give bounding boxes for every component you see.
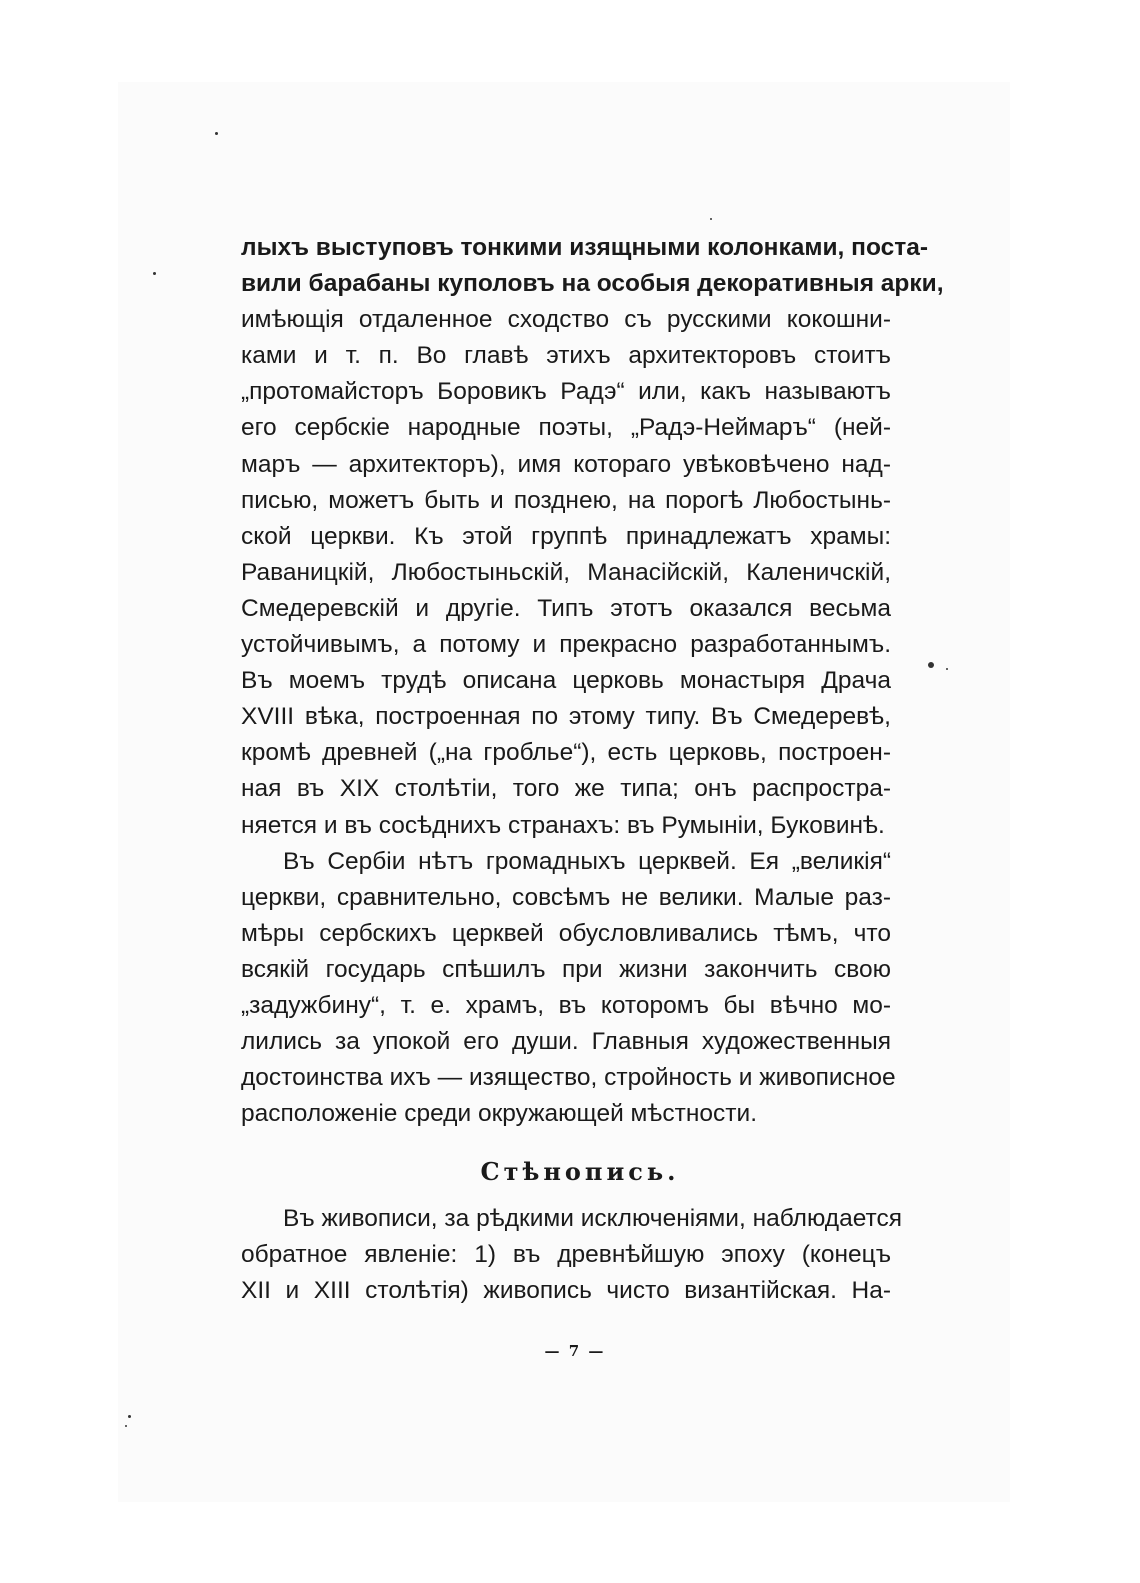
text-line: Смедеревскій и другіе. Типъ этотъ оказался весьма	[241, 594, 891, 622]
text-line: его сербскіе народные поэты, „Радэ-Неймаръ“ (ней-	[241, 414, 891, 442]
text-line: XVIII вѣка, построенная по этому типу. Въ Смедеревѣ,	[241, 703, 891, 731]
text-line: мѣры сербскихъ церквей обусловливались тѣмъ, что	[241, 919, 891, 947]
scan-speck	[928, 662, 934, 668]
text-line: няется и въ сосѣднихъ странахъ: въ Румыніи, Буковинѣ.	[241, 811, 885, 839]
text-line: Въ Сербіи нѣтъ громадныхъ церквей. Ея „великія“	[283, 847, 891, 875]
text-line: вили барабаны куполовъ на особыя декоративныя арки,	[241, 270, 944, 298]
scan-speck	[215, 132, 218, 135]
text-line: XII и XIII столѣтія) живопись чисто византійская. На-	[241, 1277, 891, 1305]
text-line: лыхъ выступовъ тонкими изящными колонками, поста-	[241, 234, 929, 261]
scan-speck	[946, 668, 948, 670]
text-line: „протомайсторъ Боровикъ Радэ“ или, какъ называютъ	[241, 378, 891, 406]
scan-speck	[128, 1415, 131, 1418]
page-number: — 7 —	[544, 1342, 606, 1360]
section-heading: Стѣнопись.	[480, 1157, 680, 1186]
scan-speck	[125, 1425, 127, 1427]
text-line: обратное явленіе: 1) въ древнѣйшую эпоху (конецъ	[241, 1241, 891, 1269]
body-text	[241, 230, 944, 1132]
text-line: расположеніе среди окружающей мѣстности.	[241, 1100, 758, 1128]
text-line: ная въ XIX столѣтіи, того же типа; онъ распростра-	[241, 775, 891, 803]
text-line: „задужбину“, т. е. храмъ, въ которомъ бы вѣчно мо-	[241, 991, 891, 1019]
text-line: лились за упокой его души. Главныя художественныя	[241, 1028, 891, 1056]
text-line: Въ живописи, за рѣдкими исключеніями, наблюдается	[283, 1205, 902, 1232]
scan-speck	[153, 272, 156, 275]
text-line: церкви, сравнительно, совсѣмъ не велики. Малые раз-	[241, 883, 891, 911]
text-line: кромѣ древней („на гробльe“), есть церковь, построен-	[241, 739, 891, 767]
text-line: устойчивымъ, а потому и прекрасно разработаннымъ.	[241, 631, 891, 659]
text-line: имѣющія отдаленное сходство съ русскими кокошни-	[241, 306, 891, 334]
text-line: всякій государь спѣшилъ при жизни закончить свою	[241, 955, 891, 983]
text-line: Раваницкій, Любостыньскій, Манасійскій, Каленичскій,	[241, 558, 891, 586]
text-line: маръ — архитекторъ), имя котораго увѣковѣчено над-	[241, 450, 891, 478]
text-line: ской церкви. Къ этой группѣ принадлежатъ храмы:	[241, 522, 891, 550]
text-line: ками и т. п. Во главѣ этихъ архитекторовъ стоитъ	[241, 342, 891, 370]
text-line: Въ моемъ трудѣ описана церковь монастыря Драча	[241, 667, 891, 695]
text-line: достоинства ихъ — изящество, стройность и живописное	[241, 1064, 896, 1092]
text-line: писью, можетъ быть и позднею, на порогѣ Любостынь-	[241, 486, 891, 514]
section-text	[241, 1201, 902, 1309]
scan-speck	[710, 218, 712, 220]
